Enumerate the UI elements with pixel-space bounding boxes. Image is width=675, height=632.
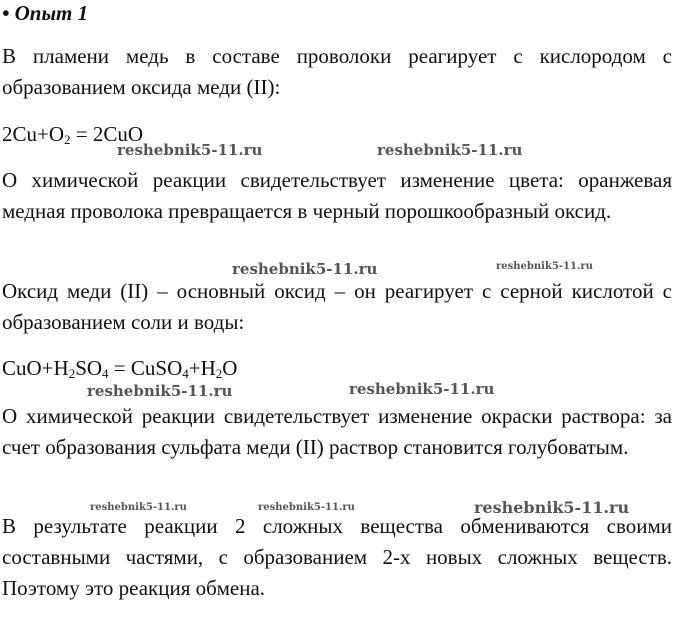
watermark: reshebnik5-11.ru: [258, 502, 355, 513]
equation-subscript: 4: [102, 366, 109, 381]
paragraph-solution-color: О химической реакции свидетельствует изменение окраски раствора: за счет образования сульфата меди (II) раствор становится голубоватым.: [2, 404, 672, 459]
paragraph-color-change: О химической реакции свидетельствует изменение цвета: оранжевая медная проволока превращается в черный порошкообразный оксид.: [2, 168, 672, 223]
watermark: reshebnik5-11.ru: [90, 502, 187, 513]
equation-subscript: 4: [182, 366, 189, 381]
equation-part: = CuSO: [108, 356, 183, 380]
watermark: reshebnik5-11.ru: [349, 380, 495, 398]
paragraph-copper-oxygen: В пламени медь в составе проволоки реагирует с кислородом с образованием оксида меди (II):: [2, 44, 672, 99]
equation-part: SO: [75, 356, 103, 380]
equation-sulfuric-acid: [2, 355, 237, 381]
equation-part: +H: [188, 356, 216, 380]
equation-part: CuO+H: [2, 356, 69, 380]
paragraph-basic-oxide: Оксид меди (II) – основный оксид – он реагирует с серной кислотой с образованием соли и воды:: [2, 279, 672, 334]
equation-part: = 2CuO: [70, 122, 144, 146]
watermark: reshebnik5-11.ru: [87, 382, 233, 400]
watermark: reshebnik5-11.ru: [377, 141, 523, 159]
equation-subscript: 2: [215, 366, 223, 381]
experiment-heading: • Опыт 1: [2, 1, 89, 25]
equation-subscript: 2: [64, 132, 71, 147]
paragraph-exchange-reaction: В результате реакции 2 сложных вещества обмениваются своими составными частями, с образованием 2-х новых сложных веществ. Поэтому это реакция обмена.: [2, 514, 672, 600]
equation-part: 2Cu+O: [2, 122, 65, 146]
equation-subscript: 2: [68, 366, 76, 381]
watermark: reshebnik5-11.ru: [117, 141, 263, 159]
watermark: reshebnik5-11.ru: [474, 498, 630, 517]
watermark: reshebnik5-11.ru: [232, 260, 378, 278]
equation-part: O: [222, 356, 238, 380]
watermark: reshebnik5-11.ru: [496, 261, 593, 272]
